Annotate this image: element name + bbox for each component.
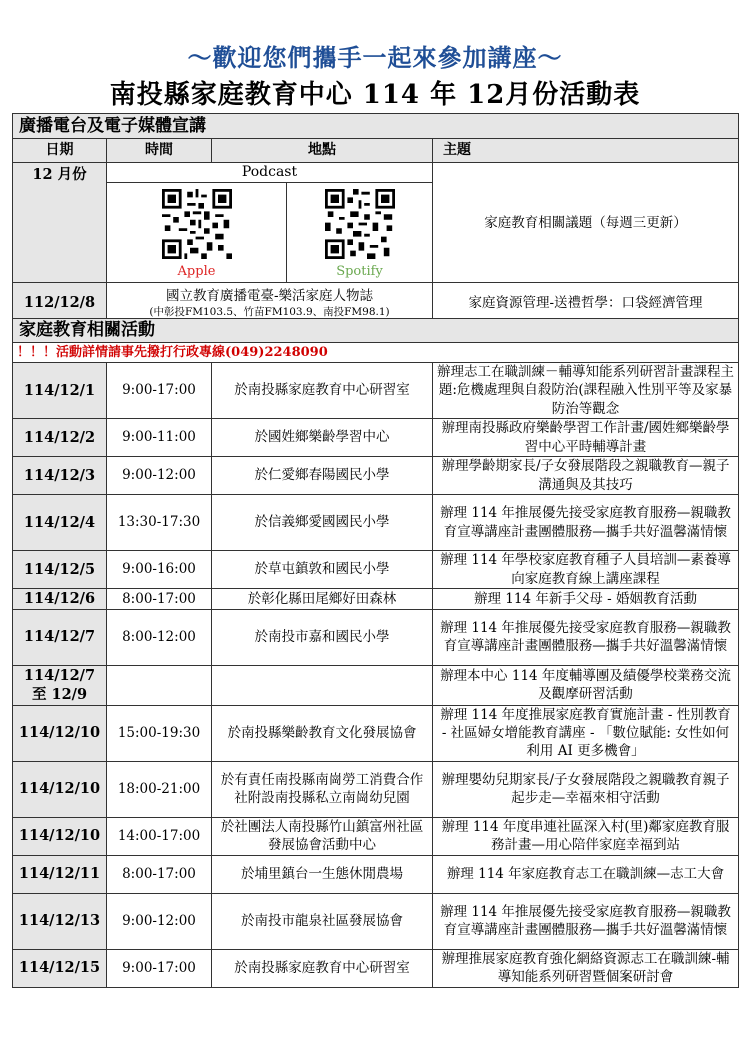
activity-topic: 辦理學齡期家長/子女發展階段之親職教育—親子溝通與及其技巧 <box>433 457 739 495</box>
activity-date <box>13 855 107 893</box>
spotify-qr-cell[interactable] <box>287 182 433 283</box>
activity-row <box>13 419 739 457</box>
podcast-month: 12 月份 <box>13 163 107 283</box>
apple-qr-code-icon[interactable] <box>162 189 232 259</box>
activity-row <box>13 949 739 987</box>
activity-place: 於信義鄉愛國國民小學 <box>212 495 433 551</box>
radio-frequencies: (中彰投FM103.5、竹苗FM103.9、南投FM98.1) <box>149 305 390 318</box>
col-time: 時間 <box>107 139 212 163</box>
activity-row <box>13 855 739 893</box>
activity-date <box>13 457 107 495</box>
activity-topic: 辦理 114 年推展優先接受家庭教育服務—親職教育宣導講座計畫團體服務—攜手共好溫馨滿情懷 <box>433 495 739 551</box>
activity-date <box>13 551 107 589</box>
activity-row <box>13 363 739 419</box>
activity-date <box>13 609 107 665</box>
activity-date <box>13 893 107 949</box>
activity-topic: 辦理 114 年家庭教育志工在職訓練—志工大會 <box>433 855 739 893</box>
activity-time: 9:00-17:00 <box>107 949 212 987</box>
activity-topic: 辦理推展家庭教育強化網絡資源志工在職訓練-輔導知能系列研習暨個案研討會 <box>433 949 739 987</box>
activity-row <box>13 761 739 817</box>
activities-table <box>12 318 739 988</box>
activity-date-text: 114/12/4 <box>23 513 96 531</box>
activity-date-text: 114/12/11 <box>18 865 101 883</box>
activity-date-text: 114/12/6 <box>23 590 96 607</box>
activity-time: 9:00-12:00 <box>107 457 212 495</box>
activity-date-text: 114/12/10 <box>18 780 101 798</box>
activity-place <box>212 665 433 705</box>
activity-date <box>13 419 107 457</box>
radio-topic: 家庭資源管理-送禮哲學：口袋經濟管理 <box>433 283 739 323</box>
activity-place: 於仁愛鄉春陽國民小學 <box>212 457 433 495</box>
activity-place: 於南投縣家庭教育中心研習室 <box>212 949 433 987</box>
activity-time: 8:00-12:00 <box>107 609 212 665</box>
activity-row <box>13 609 739 665</box>
page-title: 南投縣家庭教育中心 114 年 12月份活動表 <box>109 80 641 110</box>
activity-row <box>13 589 739 610</box>
activity-row <box>13 705 739 761</box>
activity-place: 於有責任南投縣南崗勞工消費合作社附設南投縣私立南崗幼兒園 <box>212 761 433 817</box>
activity-date-text: 114/12/10 <box>18 827 101 845</box>
activity-time: 9:00-16:00 <box>107 551 212 589</box>
activity-place: 於社團法人南投縣竹山鎮富州社區發展協會活動中心 <box>212 817 433 855</box>
activity-time <box>107 665 212 705</box>
activity-place: 於南投市龍泉社區發展協會 <box>212 893 433 949</box>
radio-place <box>107 283 433 323</box>
activity-date-text: 114/12/1 <box>23 381 96 399</box>
welcome-banner: ～歡迎您們攜手一起來參加講座～ <box>187 43 563 72</box>
activity-row <box>13 817 739 855</box>
activity-topic: 辦理 114 年度串連社區深入村(里)鄰家庭教育服務計畫—用心陪伴家庭幸福到站 <box>433 817 739 855</box>
activity-date-text: 114/12/2 <box>23 428 96 446</box>
spotify-qr-code-icon[interactable] <box>325 189 395 259</box>
contact-notice: ！！！活動詳情請事先撥打行政專線(049)2248090 <box>13 343 739 363</box>
apple-qr-cell[interactable] <box>107 182 287 283</box>
col-place: 地點 <box>212 139 433 163</box>
activity-date <box>13 495 107 551</box>
activity-topic: 辦理本中心 114 年度輔導團及績優學校業務交流及觀摩研習活動 <box>433 665 739 705</box>
activity-time: 18:00-21:00 <box>107 761 212 817</box>
activity-date-text: 114/12/3 <box>23 466 96 484</box>
activity-topic: 辦理 114 年推展優先接受家庭教育服務—親職教育宣導講座計畫團體服務—攜手共好溫馨滿情懷 <box>433 893 739 949</box>
activity-time: 13:30-17:30 <box>107 495 212 551</box>
activity-time: 9:00-12:00 <box>107 893 212 949</box>
activity-row <box>13 665 739 705</box>
activity-date-text: 114/12/10 <box>18 724 101 742</box>
activity-place: 於南投市嘉和國民小學 <box>212 609 433 665</box>
activity-date <box>13 665 107 705</box>
activity-time: 9:00-11:00 <box>107 419 212 457</box>
activity-date-text: 114/12/15 <box>18 959 101 977</box>
activity-date <box>13 589 107 610</box>
radio-date: 112/12/8 <box>13 283 107 323</box>
activity-place: 於彰化縣田尾鄉好田森林 <box>212 589 433 610</box>
activity-date-text: 114/12/7 <box>23 628 96 646</box>
activities-section-title: 家庭教育相關活動 <box>13 319 739 343</box>
activity-place: 於南投縣家庭教育中心研習室 <box>212 363 433 419</box>
activity-topic: 辦理 114 年學校家庭教育種子人員培訓—素養導向家庭教育線上講座課程 <box>433 551 739 589</box>
activity-topic: 辦理志工在職訓練－輔導知能系列研習計畫課程主題:危機處理與自殺防治(課程融入性別平等及家暴防治等觀念 <box>433 363 739 419</box>
apple-label: Apple <box>177 263 216 279</box>
broadcast-table <box>12 113 739 323</box>
activity-row <box>13 457 739 495</box>
activity-row <box>13 495 739 551</box>
activity-date-end: 至 12/9 <box>31 686 88 704</box>
activity-time: 8:00-17:00 <box>107 589 212 610</box>
activity-topic: 辦理嬰幼兒期家長/子女發展階段之親職教育親子起步走—幸福來相守活動 <box>433 761 739 817</box>
activity-date <box>13 761 107 817</box>
podcast-topic: 家庭教育相關議題（每週三更新） <box>433 163 739 283</box>
col-topic: 主題 <box>433 139 739 163</box>
activity-date <box>13 363 107 419</box>
activity-topic: 辦理 114 年度推展家庭教育實施計畫 - 性別教育 - 社區婦女增能教育講座 - 「數位賦能: 女性如何利用 AI 更多機會」 <box>433 705 739 761</box>
activity-topic: 辦理 114 年推展優先接受家庭教育服務—親職教育宣導講座計畫團體服務—攜手共好溫馨滿情懷 <box>433 609 739 665</box>
activity-time: 15:00-19:30 <box>107 705 212 761</box>
activity-row <box>13 551 739 589</box>
col-date: 日期 <box>13 139 107 163</box>
spotify-label: Spotify <box>336 263 383 279</box>
activity-date <box>13 705 107 761</box>
activity-date <box>13 949 107 987</box>
podcast-label: Podcast <box>107 163 433 183</box>
activity-time: 9:00-17:00 <box>107 363 212 419</box>
activity-date <box>13 817 107 855</box>
activity-row <box>13 893 739 949</box>
activity-date-text: 114/12/13 <box>18 912 101 930</box>
activity-topic: 辦理南投縣政府樂齡學習工作計畫/國姓鄉樂齡學習中心平時輔導計畫 <box>433 419 739 457</box>
broadcast-section-title: 廣播電台及電子媒體宣講 <box>13 114 739 139</box>
activity-time: 14:00-17:00 <box>107 817 212 855</box>
activity-place: 於草屯鎮敦和國民小學 <box>212 551 433 589</box>
activity-time: 8:00-17:00 <box>107 855 212 893</box>
activity-date-text: 114/12/5 <box>23 560 96 578</box>
activity-topic: 辦理 114 年新手父母 - 婚姻教育活動 <box>433 589 739 610</box>
radio-station: 國立教育廣播電臺-樂活家庭人物誌 <box>165 287 374 304</box>
activity-place: 於南投縣樂齡教育文化發展協會 <box>212 705 433 761</box>
activity-place: 於國姓鄉樂齡學習中心 <box>212 419 433 457</box>
activity-date-text: 114/12/7 <box>23 666 96 684</box>
activity-place: 於埔里鎮台一生態休閒農場 <box>212 855 433 893</box>
